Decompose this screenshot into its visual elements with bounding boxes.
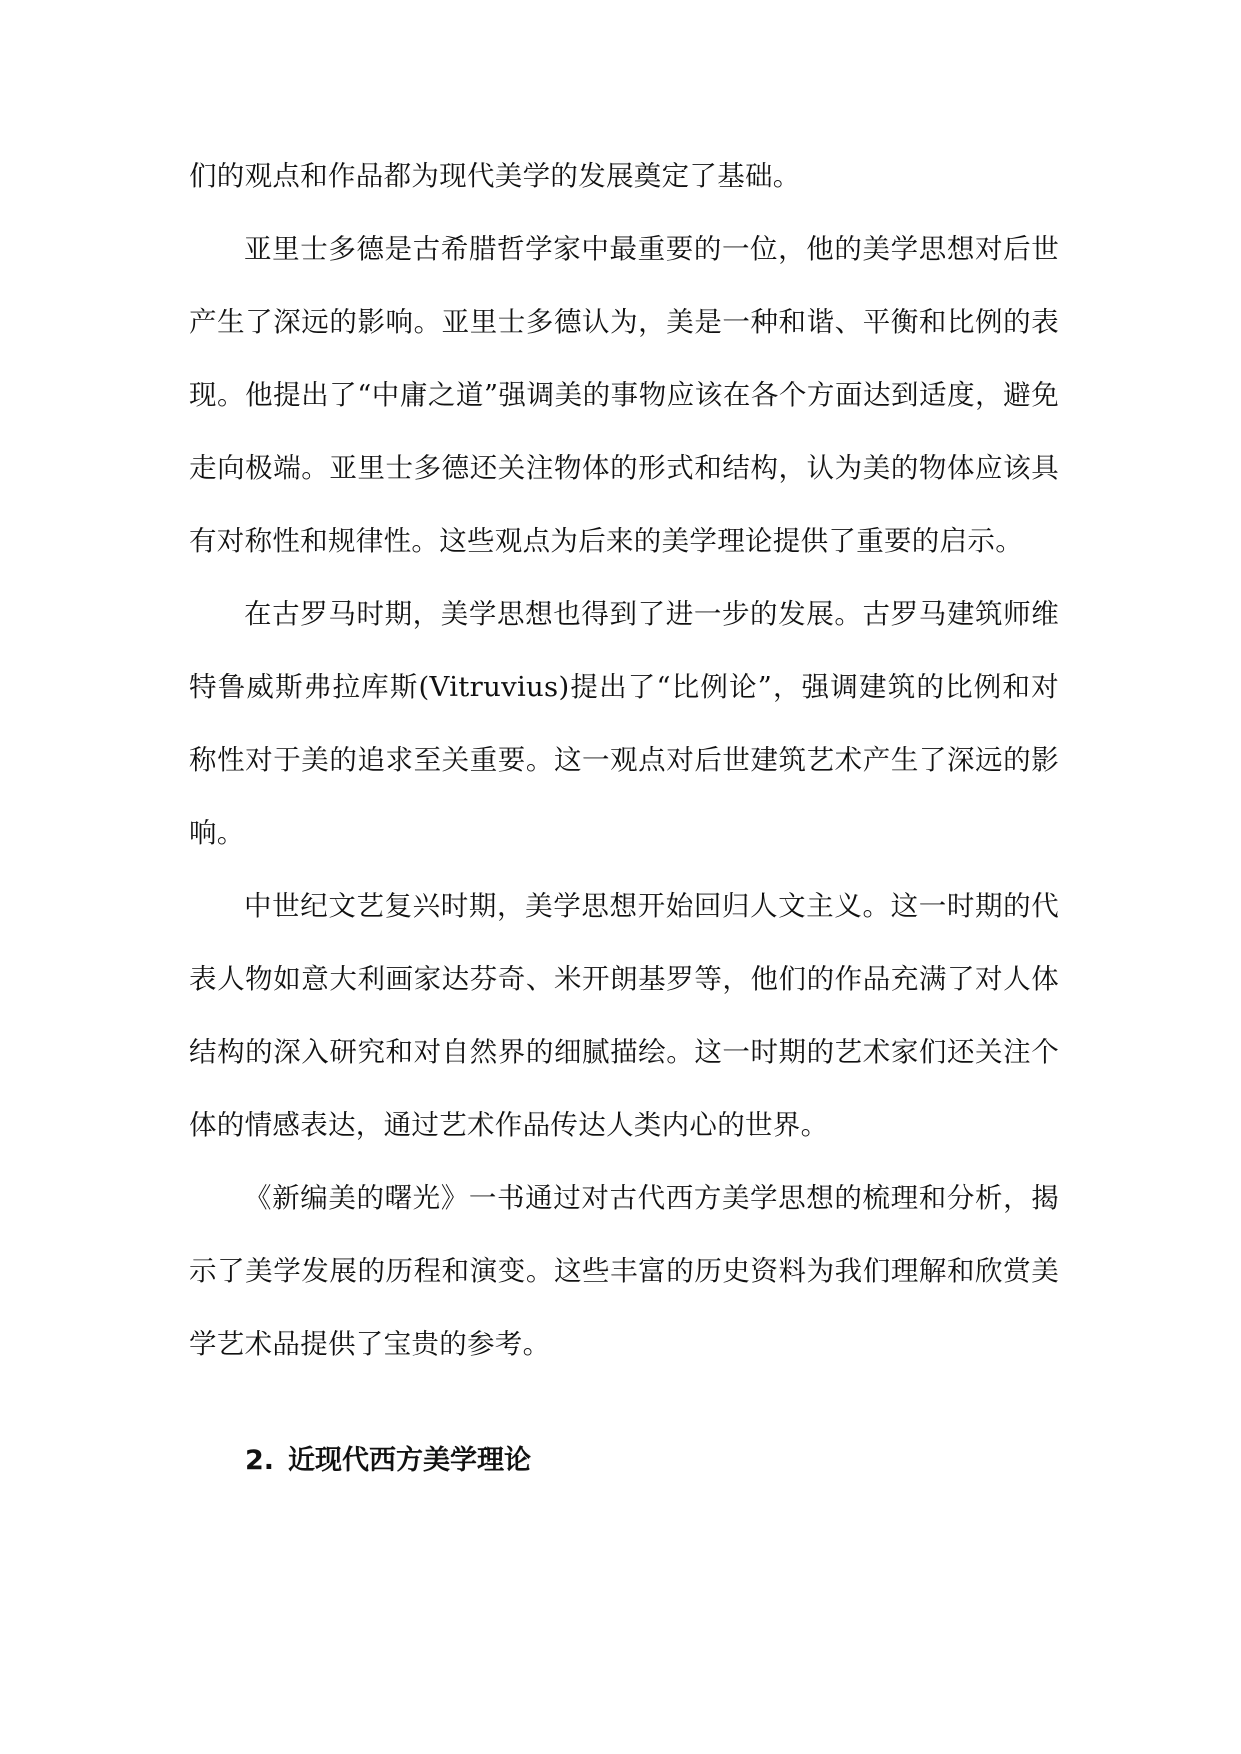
body-text: [189, 140, 1059, 1481]
section-title: 近现代西方美学理论: [288, 1445, 532, 1476]
paragraph-renaissance: 中世纪文艺复兴时期，美学思想开始回归人文主义。这一时期的代表人物如意大利画家达芬奇、米开朗基罗等，他们的作品充满了对人体结构的深入研究和对自然界的细腻描绘。这一时期的艺术家们还关注个体的情感表达，通过艺术作品传达人类内心的世界。: [189, 890, 1059, 1141]
paragraph-ancient-rome: 在古罗马时期，美学思想也得到了进一步的发展。古罗马建筑师维特鲁威斯弗拉库斯(Vitruvius)提出了“比例论”，强调建筑的比例和对称性对于美的追求至关重要。这一观点对后世建筑艺术产生了深远的影响。: [189, 598, 1059, 849]
paragraph-book-summary: 《新编美的曙光》一书通过对古代西方美学思想的梳理和分析，揭示了美学发展的历程和演变。这些丰富的历史资料为我们理解和欣赏美学艺术品提供了宝贵的参考。: [189, 1182, 1059, 1360]
paragraph-aristotle: 亚里士多德是古希腊哲学家中最重要的一位，他的美学思想对后世产生了深远的影响。亚里士多德认为，美是一种和谐、平衡和比例的表现。他提出了“中庸之道”强调美的事物应该在各个方面达到适度，避免走向极端。亚里士多德还关注物体的形式和结构，认为美的物体应该具有对称性和规律性。这些观点为后来的美学理论提供了重要的启示。: [189, 233, 1059, 557]
paragraph-continuation: 们的观点和作品都为现代美学的发展奠定了基础。: [189, 160, 801, 192]
section-number: 2.: [245, 1445, 275, 1476]
section-heading: [189, 1441, 1059, 1481]
